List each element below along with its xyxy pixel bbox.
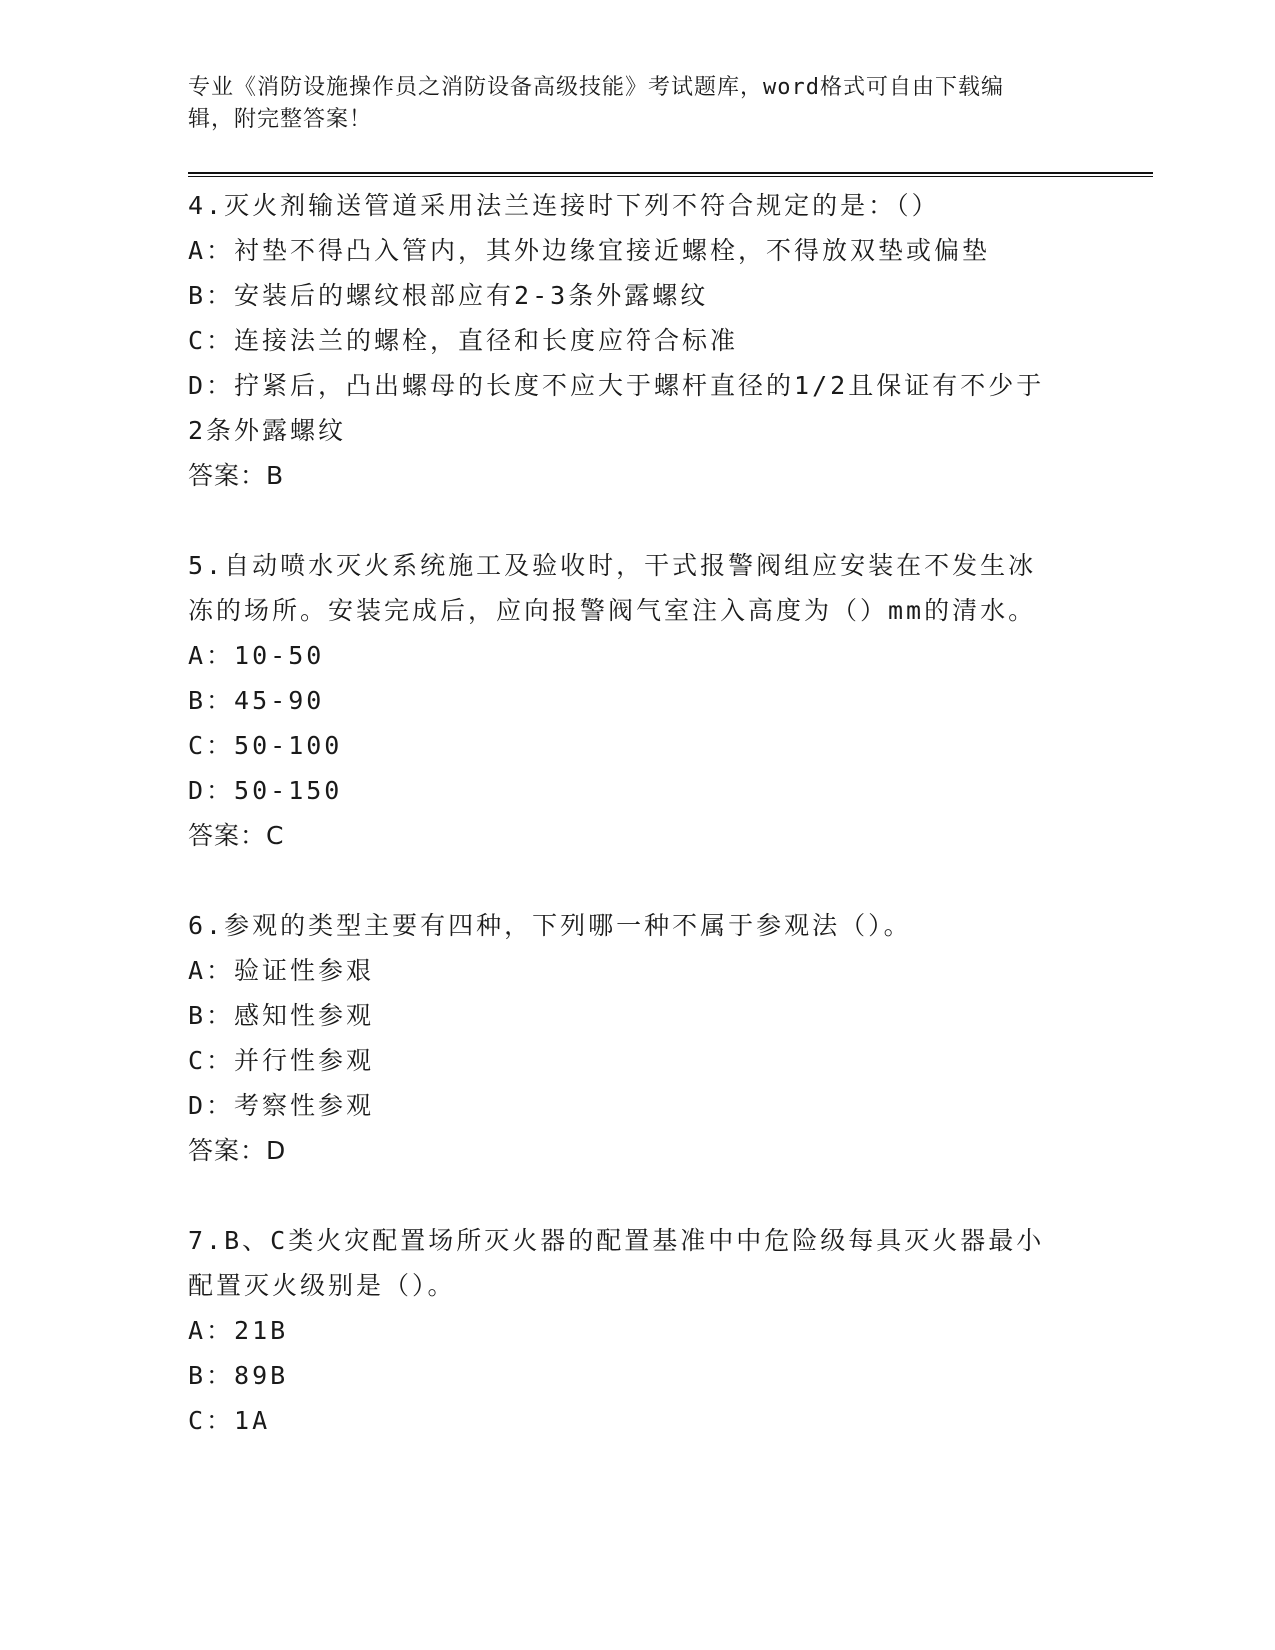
question-option: C：50-100: [188, 731, 343, 760]
question-option: A：21B: [188, 1316, 289, 1345]
question-stem: 冻的场所。安装完成后，应向报警阀气室注入高度为（）mm的清水。: [188, 596, 1037, 625]
header-divider: [188, 172, 1153, 177]
question-block: [188, 183, 1153, 498]
question-option: C：并行性参观: [188, 1046, 375, 1075]
question-option: D：拧紧后，凸出螺母的长度不应大于螺杆直径的1/2且保证有不少于: [188, 371, 1045, 400]
answer-text: 答案：D: [188, 1136, 287, 1165]
question-stem: 4.灭火剂输送管道采用法兰连接时下列不符合规定的是：（）: [188, 191, 940, 220]
question-option: C：连接法兰的螺栓，直径和长度应符合标准: [188, 326, 739, 355]
question-block: [188, 903, 1153, 1173]
question-option: C：1A: [188, 1406, 271, 1435]
question-option: B：45-90: [188, 686, 325, 715]
question-stem: 7.B、C类火灾配置场所灭火器的配置基准中中危险级每具灭火器最小: [188, 1226, 1045, 1255]
question-block: [188, 543, 1153, 858]
document-page: [188, 72, 1153, 1443]
question-option: A：10-50: [188, 641, 325, 670]
answer-text: 答案：B: [188, 461, 285, 490]
question-list: [188, 183, 1153, 1443]
header-line-1: 专业《消防设施操作员之消防设备高级技能》考试题库，word格式可自由下载编: [188, 75, 1004, 100]
question-option: D：50-150: [188, 776, 343, 805]
question-stem: 6.参观的类型主要有四种，下列哪一种不属于参观法（）。: [188, 911, 912, 940]
question-block: [188, 1218, 1153, 1443]
question-option: B：安装后的螺纹根部应有2-3条外露螺纹: [188, 281, 709, 310]
question-option: B：感知性参观: [188, 1001, 375, 1030]
answer-text: 答案：C: [188, 821, 285, 850]
question-option: 2条外露螺纹: [188, 416, 347, 445]
question-stem: 5.自动喷水灭火系统施工及验收时，干式报警阀组应安装在不发生冰: [188, 551, 1037, 580]
question-option: D：考察性参观: [188, 1091, 375, 1120]
question-option: B：89B: [188, 1361, 289, 1390]
header-line-2: 辑，附完整答案！: [188, 107, 373, 132]
question-option: A：验证性参艰: [188, 956, 375, 985]
question-stem: 配置灭火级别是（）。: [188, 1271, 456, 1300]
question-option: A：衬垫不得凸入管内，其外边缘宜接近螺栓，不得放双垫或偏垫: [188, 236, 991, 265]
